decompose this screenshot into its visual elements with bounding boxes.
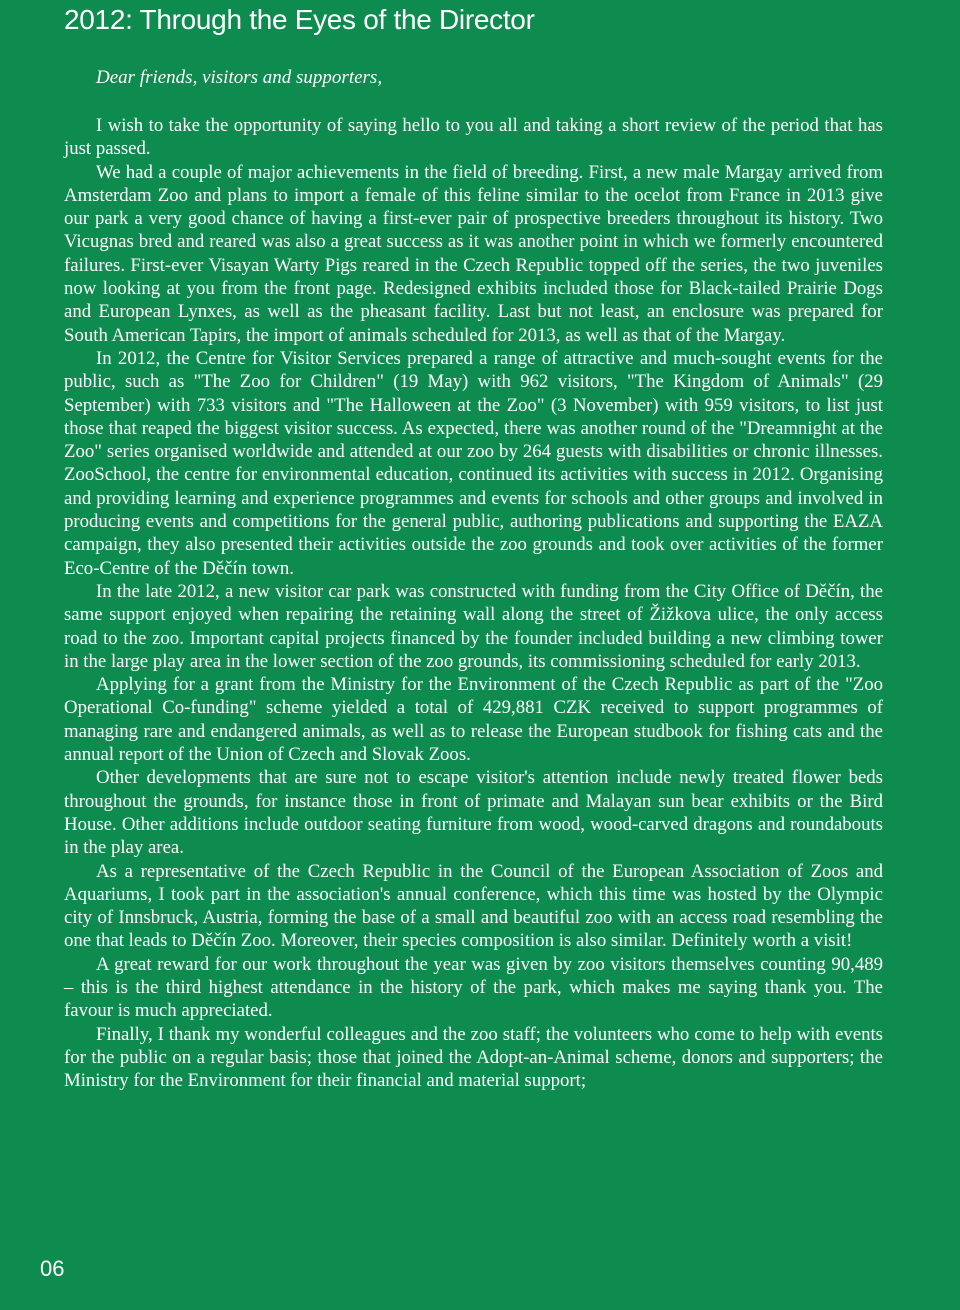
page-number: 06 (40, 1256, 65, 1281)
paragraph-thanks: Finally, I thank my wonderful colleagues and the zoo staff; the volunteers who come to help with events for the public on a regular basis; those that joined the Adopt-an-Animal scheme, donors and supporters; the Ministry for the Environment for their financial and material support; (64, 1023, 883, 1092)
paragraph-grant: Applying for a grant from the Ministry for the Environment of the Czech Republic as part of the "Zoo Operational Co-funding" scheme yielded a total of 429,881 CZK received to support programmes of managing rare and endangered animals, as well as to release the European studbook for fishing cats and the annual report of the Union of Czech and Slovak Zoos. (64, 674, 883, 766)
paragraph-reward: A great reward for our work throughout the year was given by zoo visitors themselves counting 90,489 – this is the third highest attendance in the history of the park, which makes me saying thank you. The favour is much appreciated. (64, 953, 883, 1022)
article-body (64, 114, 883, 1092)
greeting: Dear friends, visitors and supporters, (96, 67, 383, 88)
paragraph-intro: I wish to take the opportunity of saying hello to you all and taking a short review of the period that has just passed. (64, 115, 883, 160)
paragraph-eaza: As a representative of the Czech Republic in the Council of the European Association of Zoos and Aquariums, I took part in the association's annual conference, which this time was hosted by the Olympic city of Innsbruck, Austria, forming the base of a small and beautiful zoo with an access road resembling the one that leads to Děčín Zoo. Moreover, their species composition is also similar. Definitely worth a visit! (64, 860, 883, 952)
paragraph-visitor-services: In 2012, the Centre for Visitor Services prepared a range of attractive and much-sought events for the public, such as "The Zoo for Children" (19 May) with 962 visitors, "The Kingdom of Animals" (29 September) with 733 visitors and "The Halloween at the Zoo" (3 November) with 959 visitors, to list just those that reaped the biggest visitor success. As expected, there was another round of the "Dreamnight at the Zoo" series organised worldwide and attended at our zoo by 264 guests with disabilities or chronic illnesses. ZooSchool, the centre for environmental education, continued its activities with success in 2012. Organising and providing learning and experience programmes and events for schools and other groups and involved in producing events and competitions for the general public, authoring publications and supporting the EAZA campaign, they also presented their activities outside the zoo grounds and took over activities of the former Eco-Centre of the Děčín town. (64, 347, 883, 579)
paragraph-breeding: We had a couple of major achievements in the field of breeding. First, a new male Margay arrived from Amsterdam Zoo and plans to import a female of this feline similar to the ocelot from France in 2013 give our park a very good chance of having a first-ever pair of prospective breeders throughout its history. Two Vicugnas bred and reared was also a great success as it was another point in which we formerly encountered failures. First-ever Visayan Warty Pigs reared in the Czech Republic topped off the series, the two juveniles now looking at you from the front page. Redesigned exhibits included those for Black-tailed Prairie Dogs and European Lynxes, as well as the pheasant facility. Last but not least, an enclosure was prepared for South American Tapirs, the import of animals scheduled for 2013, as well as that of the Margay. (64, 161, 883, 346)
paragraph-car-park: In the late 2012, a new visitor car park was constructed with funding from the City Office of Děčín, the same support enjoyed when repairing the retaining wall along the street of Žižkova ulice, the only access road to the zoo. Important capital projects financed by the founder included building a new climbing tower in the large play area in the lower section of the zoo grounds, its commissioning scheduled for early 2013. (64, 580, 883, 672)
paragraph-developments: Other developments that are sure not to escape visitor's attention include newly treated flower beds throughout the grounds, for instance those in front of primate and Malayan sun bear exhibits or the Bird House. Other additions include outdoor seating furniture from wood, wood-carved dragons and roundabouts in the play area. (64, 767, 883, 859)
page-title: 2012: Through the Eyes of the Director (64, 4, 535, 35)
